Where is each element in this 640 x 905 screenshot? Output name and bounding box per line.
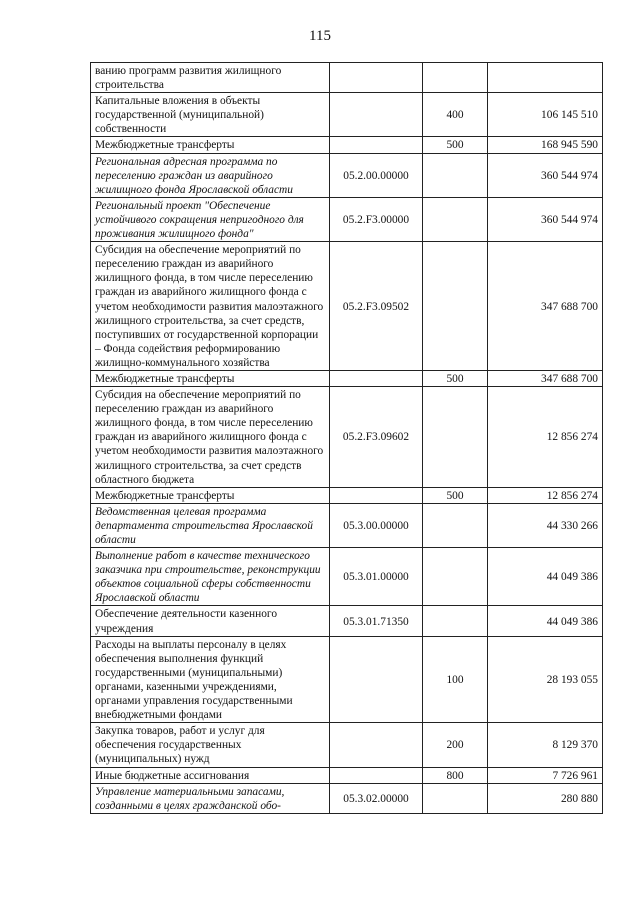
row-name-cell: Межбюджетные трансферты xyxy=(91,370,330,386)
row-expense-type-cell xyxy=(423,63,488,93)
row-expense-type-cell: 100 xyxy=(423,636,488,723)
row-code-cell: 05.3.02.00000 xyxy=(330,783,423,813)
row-name-cell: Закупка товаров, работ и услуг для обеспечения государственных (муниципальных) нужд xyxy=(91,723,330,767)
row-amount-cell: 347 688 700 xyxy=(488,370,603,386)
row-expense-type-cell: 500 xyxy=(423,487,488,503)
table-row xyxy=(91,242,603,371)
table-row xyxy=(91,153,603,197)
row-expense-type-cell: 500 xyxy=(423,137,488,153)
row-amount-cell: 7 726 961 xyxy=(488,767,603,783)
row-name-cell: Субсидия на обеспечение мероприятий по переселению граждан из аварийного жилищного фонда, в том числе переселению граждан из аварийного жилищного фонда с учетом необходимости развития малоэтажного жилищного строительства, за счет средств областного бюджета xyxy=(91,387,330,488)
row-amount-cell: 360 544 974 xyxy=(488,153,603,197)
row-amount-cell: 168 945 590 xyxy=(488,137,603,153)
row-expense-type-cell xyxy=(423,783,488,813)
row-code-cell: 05.3.01.00000 xyxy=(330,548,423,606)
table-row xyxy=(91,606,603,636)
row-code-cell: 05.2.F3.09602 xyxy=(330,387,423,488)
row-name-cell: Расходы на выплаты персоналу в целях обеспечения выполнения функций государственными (муниципальными) органами, казенными учреждениями, органами управления государственными внебюджетными фондами xyxy=(91,636,330,723)
row-name-cell: Обеспечение деятельности казенного учреждения xyxy=(91,606,330,636)
row-code-cell xyxy=(330,63,423,93)
row-name-cell: Управление материальными запасами, созданными в целях гражданской обо- xyxy=(91,783,330,813)
row-amount-cell: 106 145 510 xyxy=(488,93,603,137)
row-name-cell: Межбюджетные трансферты xyxy=(91,137,330,153)
row-name-cell: Региональный проект "Обеспечение устойчивого сокращения непригодного для проживания жилищного фонда" xyxy=(91,197,330,241)
table-row xyxy=(91,767,603,783)
row-code-cell: 05.3.01.71350 xyxy=(330,606,423,636)
row-name-cell: Выполнение работ в качестве технического заказчика при строительстве, реконструкции объектов социальной сферы собственности Ярославской области xyxy=(91,548,330,606)
table-row xyxy=(91,370,603,386)
row-code-cell: 05.2.F3.09502 xyxy=(330,242,423,371)
table-row xyxy=(91,503,603,547)
row-expense-type-cell xyxy=(423,153,488,197)
page-number: 115 xyxy=(309,28,331,44)
table-row xyxy=(91,723,603,767)
budget-table xyxy=(90,62,603,814)
row-expense-type-cell xyxy=(423,242,488,371)
row-amount-cell: 28 193 055 xyxy=(488,636,603,723)
table-row xyxy=(91,197,603,241)
row-amount-cell: 44 049 386 xyxy=(488,548,603,606)
row-amount-cell: 347 688 700 xyxy=(488,242,603,371)
row-expense-type-cell: 200 xyxy=(423,723,488,767)
row-amount-cell: 8 129 370 xyxy=(488,723,603,767)
row-amount-cell: 44 049 386 xyxy=(488,606,603,636)
row-code-cell xyxy=(330,370,423,386)
table-row xyxy=(91,636,603,723)
row-name-cell: Региональная адресная программа по переселению граждан из аварийного жилищного фонда Ярославской области xyxy=(91,153,330,197)
row-name-cell: Капитальные вложения в объекты государственной (муниципальной) собственности xyxy=(91,93,330,137)
row-name-cell: Ведомственная целевая программа департамента строительства Ярославской области xyxy=(91,503,330,547)
row-amount-cell xyxy=(488,63,603,93)
row-expense-type-cell: 500 xyxy=(423,370,488,386)
row-name-cell: ванию программ развития жилищного строительства xyxy=(91,63,330,93)
row-code-cell xyxy=(330,487,423,503)
table-row xyxy=(91,137,603,153)
budget-table-body xyxy=(91,63,603,814)
row-expense-type-cell xyxy=(423,548,488,606)
row-expense-type-cell: 400 xyxy=(423,93,488,137)
row-amount-cell: 44 330 266 xyxy=(488,503,603,547)
row-amount-cell: 280 880 xyxy=(488,783,603,813)
row-code-cell xyxy=(330,767,423,783)
table-row xyxy=(91,93,603,137)
table-row xyxy=(91,63,603,93)
row-code-cell xyxy=(330,93,423,137)
row-expense-type-cell xyxy=(423,606,488,636)
row-code-cell xyxy=(330,636,423,723)
table-row xyxy=(91,548,603,606)
row-name-cell: Иные бюджетные ассигнования xyxy=(91,767,330,783)
table-row xyxy=(91,387,603,488)
row-expense-type-cell xyxy=(423,387,488,488)
row-code-cell: 05.2.F3.00000 xyxy=(330,197,423,241)
row-amount-cell: 12 856 274 xyxy=(488,387,603,488)
table-row xyxy=(91,487,603,503)
row-code-cell: 05.3.00.00000 xyxy=(330,503,423,547)
row-amount-cell: 360 544 974 xyxy=(488,197,603,241)
row-expense-type-cell xyxy=(423,197,488,241)
row-expense-type-cell: 800 xyxy=(423,767,488,783)
row-name-cell: Субсидия на обеспечение мероприятий по переселению граждан из аварийного жилищного фонда, в том числе переселению граждан из аварийного жилищного фонда с учетом необходимости развития малоэтажного жилищного строительства, за счет средств, поступивших от государственной корпорации – Фонда содействия реформированию жилищно-коммунального хозяйства xyxy=(91,242,330,371)
row-amount-cell: 12 856 274 xyxy=(488,487,603,503)
table-row xyxy=(91,783,603,813)
row-name-cell: Межбюджетные трансферты xyxy=(91,487,330,503)
row-expense-type-cell xyxy=(423,503,488,547)
row-code-cell xyxy=(330,137,423,153)
row-code-cell xyxy=(330,723,423,767)
row-code-cell: 05.2.00.00000 xyxy=(330,153,423,197)
